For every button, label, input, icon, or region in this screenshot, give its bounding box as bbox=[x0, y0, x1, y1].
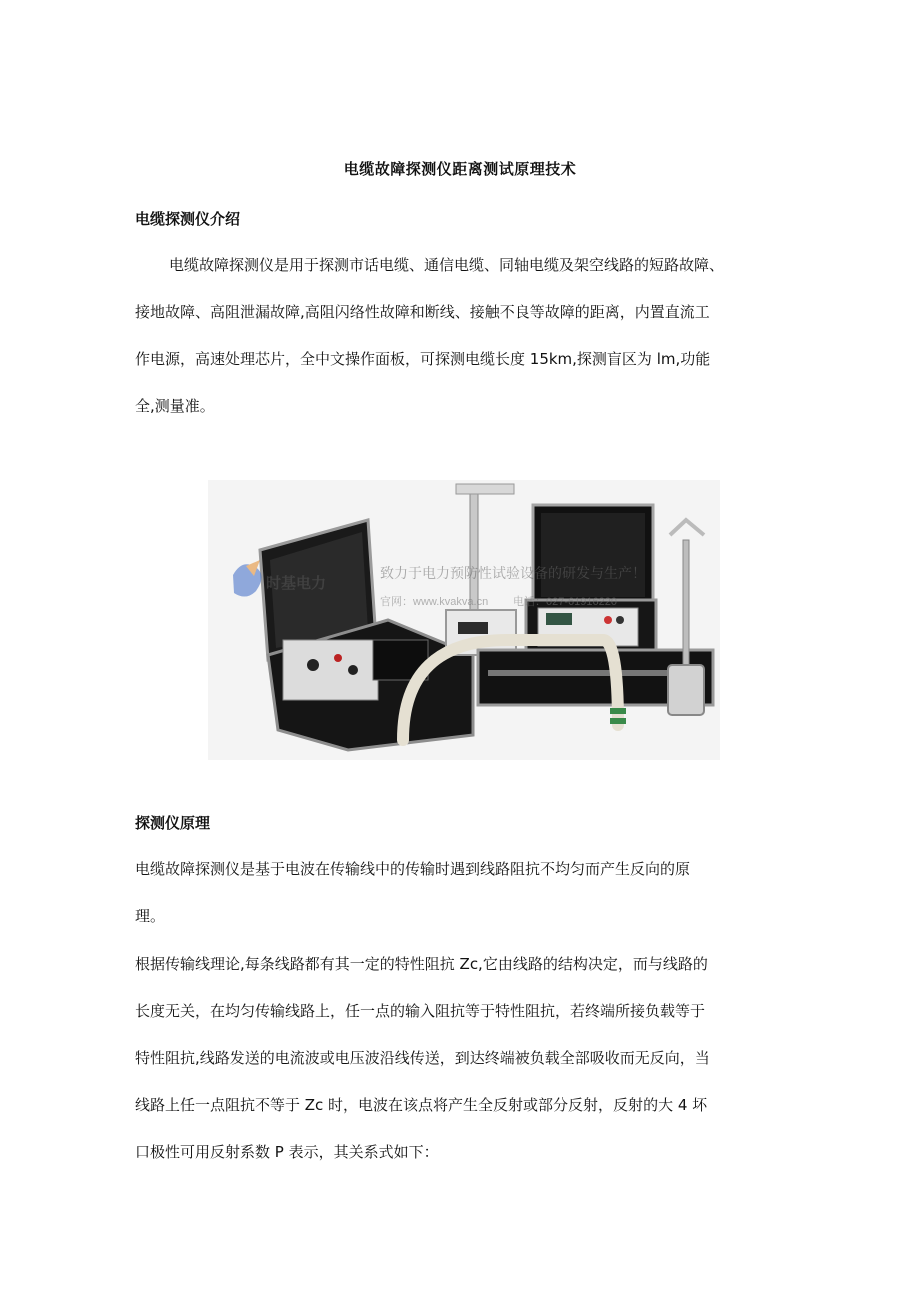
principle-p2-line-2: 长度无关，在均匀传输线路上，任一点的输入阻抗等于特性阻抗，若终端所接负载等于 bbox=[135, 1002, 706, 1020]
intro-line-4: 全,测量准。 bbox=[135, 397, 215, 415]
principle-paragraph-2 bbox=[135, 941, 815, 1176]
principle-p2-line-1: 根据传输线理论,每条线路都有其一定的特性阻抗 Zc,它由线路的结构决定，而与线路的 bbox=[135, 955, 708, 973]
watermark-site: 官网：www.kvakva.cn bbox=[380, 596, 489, 608]
watermark-phone: 电话：027-61916220 bbox=[513, 596, 617, 608]
product-photo bbox=[208, 480, 720, 760]
section-heading-intro: 电缆探测仪介绍 bbox=[135, 210, 241, 228]
document-title: 电缆故障探测仪距离测试原理技术 bbox=[343, 160, 577, 178]
principle-p1-line-2: 理。 bbox=[135, 907, 166, 925]
intro-paragraph bbox=[135, 242, 815, 430]
principle-p1-line-1: 电缆故障探测仪是基于电波在传输线中的传输时遇到线路阻抗不均匀而产生反向的原 bbox=[135, 860, 691, 878]
intro-line-1: 电缆故障探测仪是用于探测市话电缆、通信电缆、同轴电缆及架空线路的短路故障、 bbox=[169, 256, 725, 274]
principle-p2-line-4: 线路上任一点阻抗不等于 Zc 时，电波在该点将产生全反射或部分反射，反射的大 4 坏 bbox=[135, 1096, 708, 1114]
intro-line-2: 接地故障、高阻泄漏故障,高阻闪络性故障和断线、接触不良等故障的距离，内置直流工 bbox=[135, 303, 710, 321]
principle-p2-line-5: 口极性可用反射系数 P 表示，其关系式如下： bbox=[135, 1143, 439, 1161]
principle-paragraph-1 bbox=[135, 846, 815, 940]
principle-p2-line-3: 特性阻抗,线路发送的电流波或电压波沿线传送，到达终端被负载全部吸收而无反向，当 bbox=[135, 1049, 710, 1067]
intro-line-3: 作电源，高速处理芯片，全中文操作面板，可探测电缆长度 15km,探测盲区为 lm,功能 bbox=[135, 350, 711, 368]
section-heading-principle: 探测仪原理 bbox=[135, 814, 211, 832]
watermark-brand: 时基电力 bbox=[266, 575, 327, 592]
watermark-slogan: 致力于电力预防性试验设备的研发与生产！ bbox=[380, 565, 646, 581]
